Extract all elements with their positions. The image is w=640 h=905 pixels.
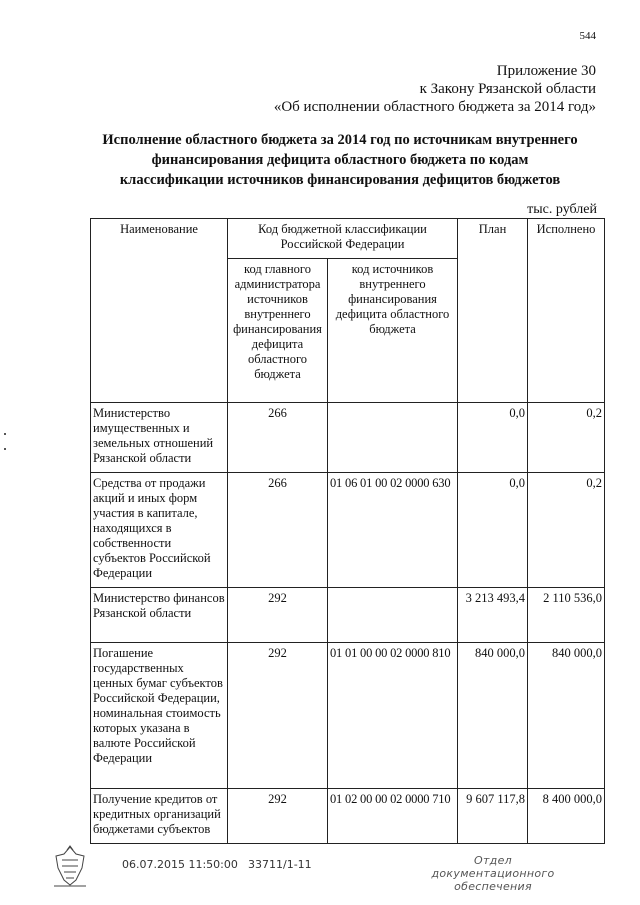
appendix-note <box>274 62 596 116</box>
row-admin-code: 292 <box>228 789 328 844</box>
row-plan: 9 607 117,8 <box>458 789 528 844</box>
stamp-line-1: Отдел документационного <box>431 854 555 880</box>
footer-doc-ref: 33711/1-11 <box>248 858 312 871</box>
table-row <box>91 643 605 789</box>
appendix-line-2: к Закону Рязанской области <box>419 81 596 97</box>
row-done: 0,2 <box>528 473 605 588</box>
row-admin-code: 266 <box>228 473 328 588</box>
row-name: Министерство имущественных и земельных отношений Рязанской области <box>91 403 228 473</box>
row-source-code: 01 02 00 00 02 0000 710 <box>328 789 458 844</box>
header-done: Исполнено <box>528 219 605 403</box>
document-title <box>60 130 620 190</box>
row-admin-code: 292 <box>228 643 328 789</box>
units-label: тыс. рублей <box>527 202 597 217</box>
scan-margin-mark <box>4 433 6 435</box>
budget-table <box>90 218 605 844</box>
stamp-line-2: обеспечения <box>454 880 532 893</box>
office-stamp <box>418 854 568 893</box>
row-done: 0,2 <box>528 403 605 473</box>
table-row <box>91 789 605 844</box>
row-done: 8 400 000,0 <box>528 789 605 844</box>
table-row <box>91 473 605 588</box>
table-row <box>91 403 605 473</box>
row-name: Средства от продажи акций и иных форм участия в капитале, находящихся в собственности субъектов Российской Федерации <box>91 473 228 588</box>
title-line-2: финансирования дефицита областного бюджета по кодам <box>151 152 529 168</box>
title-line-1: Исполнение областного бюджета за 2014 год по источникам внутреннего <box>102 132 578 148</box>
row-plan: 3 213 493,4 <box>458 588 528 643</box>
row-plan: 0,0 <box>458 473 528 588</box>
row-admin-code: 292 <box>228 588 328 643</box>
appendix-line-3: «Об исполнении областного бюджета за 2014 год» <box>273 99 596 115</box>
row-source-code: 01 01 00 00 02 0000 810 <box>328 643 458 789</box>
page-number: 544 <box>579 30 596 42</box>
row-plan: 840 000,0 <box>458 643 528 789</box>
row-done: 840 000,0 <box>528 643 605 789</box>
row-admin-code: 266 <box>228 403 328 473</box>
table-row <box>91 588 605 643</box>
header-name: Наименование <box>91 219 228 403</box>
header-code-group: Код бюджетной классификации Российской Федерации <box>228 219 458 259</box>
header-admin-code: код главного администратора источников внутреннего финансирования дефицита областного бюджета <box>228 259 328 403</box>
appendix-line-1: Приложение 30 <box>496 63 596 79</box>
row-source-code <box>328 403 458 473</box>
title-line-3: классификации источников финансирования дефицитов бюджетов <box>119 172 561 188</box>
row-source-code <box>328 588 458 643</box>
footer-datetime: 06.07.2015 11:50:00 <box>122 858 238 871</box>
row-name: Получение кредитов от кредитных организаций бюджетами субъектов <box>91 789 228 844</box>
row-name: Министерство финансов Рязанской области <box>91 588 228 643</box>
row-source-code: 01 06 01 00 02 0000 630 <box>328 473 458 588</box>
coat-of-arms-logo <box>50 844 90 888</box>
row-name: Погашение государственных ценных бумаг субъектов Российской Федерации, номинальная стоимость которых указана в валюте Российской Федерации <box>91 643 228 789</box>
row-done: 2 110 536,0 <box>528 588 605 643</box>
header-plan: План <box>458 219 528 403</box>
row-plan: 0,0 <box>458 403 528 473</box>
scan-margin-mark <box>4 448 6 450</box>
header-source-code: код источников внутреннего финансирования дефицита областного бюджета <box>328 259 458 403</box>
